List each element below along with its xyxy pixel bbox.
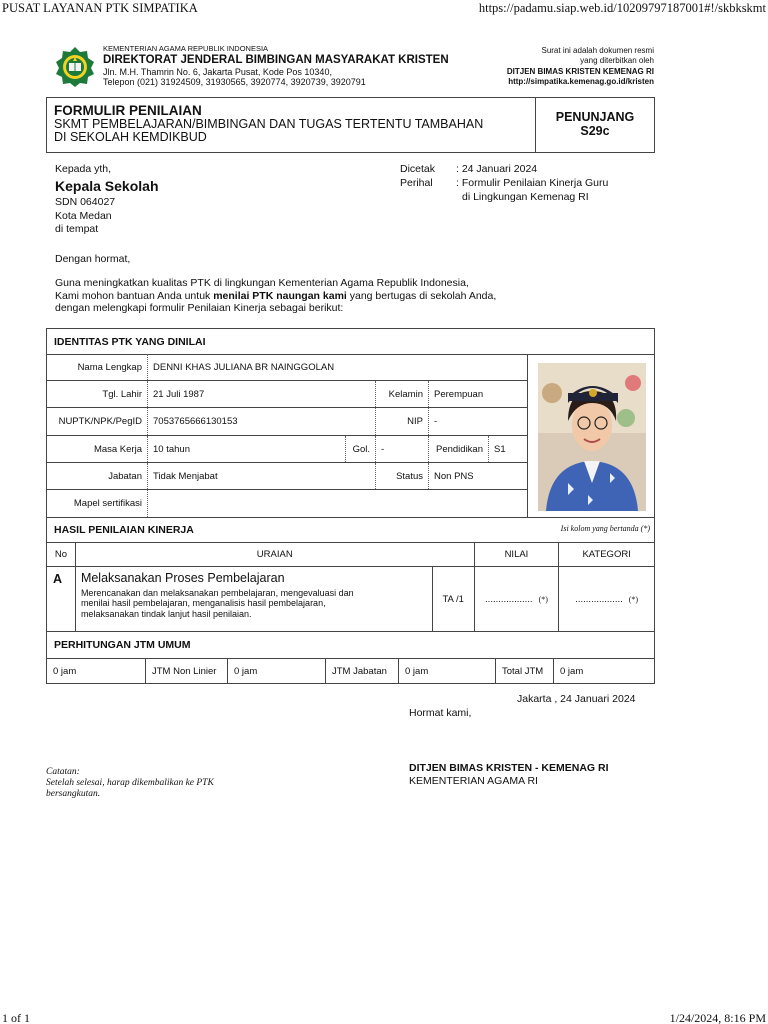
identity-row xyxy=(47,463,528,490)
identity-row xyxy=(47,381,528,408)
performance-note: Isi kolom yang bertanda (*) xyxy=(560,524,650,533)
jtm-jabatan-value: 0 jam xyxy=(399,659,496,683)
print-header-url: https://padamu.siap.web.id/10209797187001#!/skbkskmt xyxy=(478,1,766,15)
status-value: Non PNS xyxy=(434,470,474,482)
form-type: PENUNJANG xyxy=(555,110,635,125)
ministry-name: KEMENTERIAN AGAMA REPUBLIK INDONESIA xyxy=(103,44,269,53)
grade-value: - xyxy=(376,436,429,462)
signature-organization xyxy=(409,762,609,788)
letter-line-1: Guna meningkatkan kualitas PTK di lingkungan Kementerian Agama Republik Indonesia, xyxy=(55,277,469,289)
notes xyxy=(46,767,214,800)
education-value: S1 xyxy=(494,443,506,455)
form-subtitle-2: DI SEKOLAH KEMDIKBUD xyxy=(54,130,207,145)
letter-line-2: Kami mohon bantuan Anda untuk menilai PTK naungan kami yang bertugas di sekolah Anda, xyxy=(55,289,497,302)
tenure-label: Masa Kerja xyxy=(47,436,148,462)
gender-label: Kelamin xyxy=(376,381,429,407)
identity-section-title: IDENTITAS PTK YANG DINILAI xyxy=(46,328,655,355)
form-code: S29c xyxy=(580,124,610,138)
identity-row xyxy=(47,354,528,381)
notes-label: Catatan: xyxy=(46,767,80,777)
official-issuer: DITJEN BIMAS KRISTEN KEMENAG RI xyxy=(506,66,654,76)
official-note-line-1: Surat ini adalah dokumen resmi xyxy=(541,46,654,55)
category-required-mark: (*) xyxy=(628,594,639,604)
signature-org-2: KEMENTERIAN AGAMA RI xyxy=(409,775,538,788)
jtm-value: 0 jam xyxy=(47,659,146,683)
jtm-section-title: PERHITUNGAN JTM UMUM xyxy=(46,632,655,659)
print-header-title: PUSAT LAYANAN PTK SIMPATIKA xyxy=(2,1,198,15)
jtm-total-label: Total JTM xyxy=(496,659,554,683)
directorate-name: DIREKTORAT JENDERAL BIMBINGAN MASYARAKAT KRISTEN xyxy=(103,53,449,66)
item-ta: TA /1 xyxy=(433,567,475,631)
col-score-header: NILAI xyxy=(475,543,560,566)
signature-date: Jakarta , 24 Januari 2024 xyxy=(517,693,636,705)
item-title: Melaksanakan Proses Pembelajaran xyxy=(80,571,285,585)
addressee-greeting: Kepada yth, xyxy=(55,163,112,175)
printed-value: : 24 Januari 2024 xyxy=(456,163,538,175)
education-label: Pendidikan xyxy=(429,436,489,462)
item-no: A xyxy=(47,567,76,631)
form-header xyxy=(46,97,655,153)
col-category-header: KATEGORI xyxy=(582,549,631,560)
addressee xyxy=(55,163,159,237)
letterhead-phone: Telepon (021) 31924509, 31930565, 3920774, 3920739, 3920791 xyxy=(103,77,366,88)
print-footer-page: 1 of 1 xyxy=(2,1011,30,1024)
official-note-line-2: yang diterbitkan oleh xyxy=(580,56,654,66)
addressee-school: SDN 064027 xyxy=(55,195,116,208)
dob-label: Tgl. Lahir xyxy=(47,381,148,407)
dob-value: 21 Juli 1987 xyxy=(148,381,376,407)
name-value: DENNI KHAS JULIANA BR NAINGGOLAN xyxy=(153,361,335,373)
item-desc-1: Merencanakan dan melaksanakan pembelajaran, mengevaluasi dan xyxy=(80,588,354,598)
nip-value: - xyxy=(434,416,438,427)
print-footer-date: 1/24/2024, 8:16 PM xyxy=(669,1011,766,1024)
performance-header-row xyxy=(46,543,655,567)
nuptk-value: 7053765666130153 xyxy=(148,408,376,435)
nuptk-label: NUPTK/NPK/PegID xyxy=(47,408,148,435)
letterhead-address: Jln. M.H. Thamrin No. 6, Jakarta Pusat, Kode Pos 10340, xyxy=(103,66,332,77)
gender-value: Perempuan xyxy=(434,388,484,400)
item-description xyxy=(76,567,433,631)
nip-label: NIP xyxy=(376,408,429,435)
item-desc-2: menilai hasil pembelajaran, menganalisis hasil pembelajaran, xyxy=(80,598,326,609)
performance-item-row xyxy=(46,567,655,632)
subject-value: : Formulir Penilaian Kinerja Guru xyxy=(456,176,609,189)
signature-org-1: DITJEN BIMAS KRISTEN - KEMENAG RI xyxy=(409,762,609,774)
teacher-photo xyxy=(538,363,646,511)
tenure-value: 10 tahun xyxy=(148,436,346,462)
position-value: Tidak Menjabat xyxy=(148,463,376,489)
jtm-non-linier-value: 0 jam xyxy=(228,659,326,683)
score-input-cell[interactable] xyxy=(475,567,560,631)
addressee-place: di tempat xyxy=(55,223,99,236)
kemenag-emblem-icon xyxy=(54,46,96,88)
position-label: Jabatan xyxy=(47,463,148,489)
identity-row xyxy=(47,490,528,517)
category-blank[interactable]: .................. xyxy=(575,593,623,605)
letter-emphasis: menilai PTK naungan kami xyxy=(213,289,347,302)
addressee-position: Kepala Sekolah xyxy=(55,177,159,194)
form-title: FORMULIR PENILAIAN xyxy=(54,103,202,118)
addressee-city: Kota Medan xyxy=(55,209,112,222)
col-no-header: No xyxy=(47,543,76,566)
jtm-jabatan-label: JTM Jabatan xyxy=(326,659,399,683)
status-label: Status xyxy=(376,463,429,489)
printed-label: Dicetak xyxy=(400,163,436,175)
jtm-non-linier-label: JTM Non Linier xyxy=(146,659,228,683)
col-desc-header: URAIAN xyxy=(76,543,475,566)
name-label: Nama Lengkap xyxy=(47,354,148,380)
identity-row xyxy=(47,436,528,463)
official-note xyxy=(507,46,654,88)
subject-label: Perihal xyxy=(400,176,433,189)
official-website: http://simpatika.kemenag.go.id/kristen xyxy=(508,77,654,87)
jtm-total-value: 0 jam xyxy=(560,665,584,677)
score-blank[interactable]: .................. xyxy=(485,593,533,605)
salutation: Dengan hormat, xyxy=(55,253,131,265)
signature-closing: Hormat kami, xyxy=(409,707,472,719)
subject-cert-value xyxy=(148,490,528,517)
letter-line-3: dengan melengkapi formulir Penilaian Kinerja sebagai berikut: xyxy=(55,302,344,315)
letterhead xyxy=(103,45,449,88)
subject-cert-label: Mapel sertifikasi xyxy=(47,490,148,517)
grade-label: Gol. xyxy=(346,436,376,462)
score-required-mark: (*) xyxy=(538,594,548,604)
category-input-cell[interactable] xyxy=(559,567,654,631)
subject-value-cont: di Lingkungan Kemenag RI xyxy=(462,190,589,203)
letter-paragraph xyxy=(55,277,496,315)
photo-cell xyxy=(527,355,655,518)
form-subtitle-1: SKMT PEMBELAJARAN/BIMBINGAN DAN TUGAS TERTENTU TAMBAHAN xyxy=(54,117,484,132)
jtm-row xyxy=(46,659,655,684)
performance-section-title: HASIL PENILAIAN KINERJA xyxy=(46,517,655,543)
identity-row xyxy=(47,408,528,436)
item-desc-3: melaksanakan tindak lanjut hasil penilaian. xyxy=(80,608,252,619)
letter-meta xyxy=(400,163,608,205)
notes-line-2: bersangkutan. xyxy=(46,788,101,799)
notes-line-1: Setelah selesai, harap dikembalikan ke PTK xyxy=(46,777,214,788)
